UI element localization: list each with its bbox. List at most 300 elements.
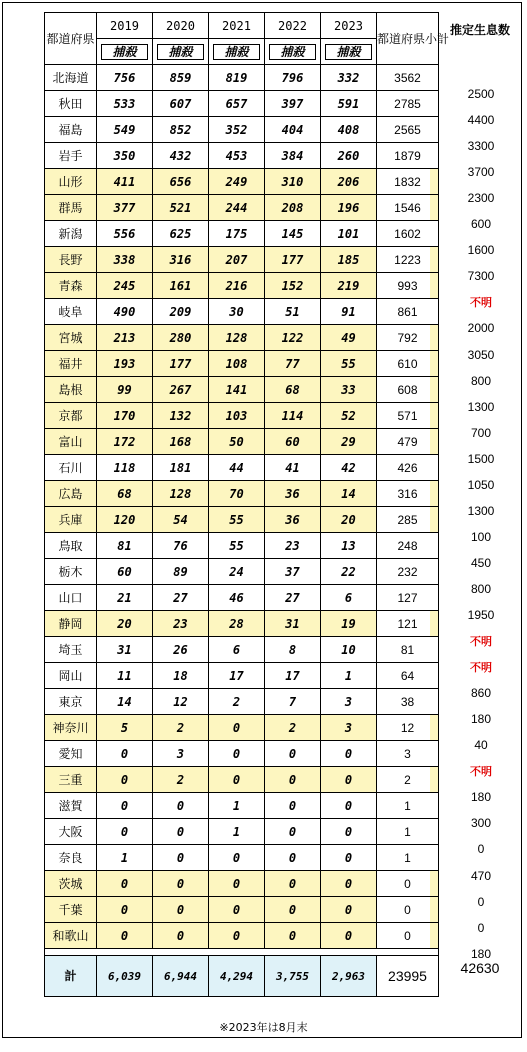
cull-value-cell: 607: [153, 91, 209, 117]
cull-value-cell: 10: [321, 637, 377, 663]
cull-value-cell: 37: [265, 559, 321, 585]
subtotal-cell: 1879: [377, 143, 439, 169]
cull-value-cell: 260: [321, 143, 377, 169]
pref-header: 都道府県: [45, 13, 97, 65]
estimate-cell: 3700: [467, 165, 495, 180]
estimate-cell: 1600: [467, 243, 495, 258]
cull-value-cell: 819: [209, 65, 265, 91]
estimate-cell: 40: [474, 738, 488, 753]
subtotal-cell: 861: [377, 299, 439, 325]
estimate-cell: 不明: [470, 661, 492, 675]
estimate-cell: 800: [470, 373, 492, 388]
cull-value-cell: 0: [97, 767, 153, 793]
table-row: [45, 481, 439, 507]
table-row: [45, 273, 439, 299]
cull-value-cell: 280: [153, 325, 209, 351]
pref-cell: 群馬: [45, 195, 97, 221]
pref-cell: 北海道: [45, 65, 97, 91]
table-row: [45, 247, 439, 273]
cull-subheader: 捕殺: [209, 39, 265, 65]
cull-value-cell: 0: [265, 819, 321, 845]
pref-cell: 岐阜: [45, 299, 97, 325]
pref-cell: 秋田: [45, 91, 97, 117]
subtotal-cell: 479: [377, 429, 439, 455]
table-row: [45, 429, 439, 455]
cull-value-cell: 0: [209, 845, 265, 871]
cull-value-cell: 1: [321, 663, 377, 689]
estimate-cell: 1050: [467, 477, 495, 492]
cull-subheader: 捕殺: [97, 39, 153, 65]
cull-value-cell: 152: [265, 273, 321, 299]
cull-value-cell: 36: [265, 481, 321, 507]
cull-value-cell: 14: [97, 689, 153, 715]
cull-value-cell: 36: [265, 507, 321, 533]
subtotal-cell: 248: [377, 533, 439, 559]
cull-value-cell: 54: [153, 507, 209, 533]
estimate-cell: 3300: [467, 139, 495, 154]
cull-value-cell: 27: [265, 585, 321, 611]
subtotal-cell: 571: [377, 403, 439, 429]
subtotal-cell: 127: [377, 585, 439, 611]
cull-value-cell: 0: [321, 819, 377, 845]
table-row: [45, 377, 439, 403]
subtotal-header: 都道府県小計: [377, 13, 439, 65]
cull-value-cell: 0: [321, 793, 377, 819]
cull-value-cell: 0: [153, 871, 209, 897]
cull-value-cell: 0: [209, 897, 265, 923]
cull-value-cell: 44: [209, 455, 265, 481]
estimate-cell: 0: [477, 920, 485, 935]
cull-value-cell: 29: [321, 429, 377, 455]
pref-cell: 愛知: [45, 741, 97, 767]
cull-value-cell: 19: [321, 611, 377, 637]
cull-value-cell: 3: [321, 689, 377, 715]
cull-value-cell: 120: [97, 507, 153, 533]
cull-value-cell: 432: [153, 143, 209, 169]
cull-value-cell: 17: [209, 663, 265, 689]
cull-value-cell: 490: [97, 299, 153, 325]
cull-value-cell: 0: [97, 897, 153, 923]
pref-cell: 和歌山: [45, 923, 97, 949]
pref-cell: 広島: [45, 481, 97, 507]
cull-value-cell: 267: [153, 377, 209, 403]
subtotal-cell: 12: [377, 715, 439, 741]
year-header: 2019: [97, 13, 153, 39]
cull-value-cell: 55: [321, 351, 377, 377]
pref-cell: 東京: [45, 689, 97, 715]
estimate-cell: 180: [470, 790, 492, 805]
estimate-cell: 450: [470, 555, 492, 570]
cull-value-cell: 352: [209, 117, 265, 143]
pref-cell: 茨城: [45, 871, 97, 897]
cull-value-cell: 2: [209, 689, 265, 715]
cull-value-cell: 185: [321, 247, 377, 273]
estimate-cell: 180: [470, 712, 492, 727]
cull-value-cell: 22: [321, 559, 377, 585]
cull-value-cell: 756: [97, 65, 153, 91]
cull-value-cell: 310: [265, 169, 321, 195]
pref-cell: 福井: [45, 351, 97, 377]
table-row: [45, 611, 439, 637]
year-header: 2021: [209, 13, 265, 39]
pref-cell: 埼玉: [45, 637, 97, 663]
cull-value-cell: 338: [97, 247, 153, 273]
estimate-cell: 2500: [467, 87, 495, 101]
cull-subheader: 捕殺: [153, 39, 209, 65]
cull-value-cell: 657: [209, 91, 265, 117]
cull-value-cell: 141: [209, 377, 265, 403]
footnote: ※2023年は8月末: [219, 1021, 308, 1034]
table-row: [45, 507, 439, 533]
pref-cell: 静岡: [45, 611, 97, 637]
estimate-cell: 0: [477, 894, 485, 909]
table-row: [45, 897, 439, 923]
cull-value-cell: 397: [265, 91, 321, 117]
estimate-cell: 不明: [470, 765, 492, 779]
subtotal-cell: 81: [377, 637, 439, 663]
pref-cell: 富山: [45, 429, 97, 455]
subtotal-cell: 64: [377, 663, 439, 689]
cull-value-cell: 6: [321, 585, 377, 611]
cull-value-cell: 122: [265, 325, 321, 351]
subtotal-cell: 0: [377, 897, 439, 923]
cull-value-cell: 99: [97, 377, 153, 403]
cull-value-cell: 52: [321, 403, 377, 429]
table-row: [45, 455, 439, 481]
cull-value-cell: 55: [209, 507, 265, 533]
subtotal-cell: 610: [377, 351, 439, 377]
cull-value-cell: 49: [321, 325, 377, 351]
cull-value-cell: 1: [209, 793, 265, 819]
estimate-cell: 不明: [470, 635, 492, 649]
estimate-cell: 800: [470, 581, 492, 596]
cull-value-cell: 316: [153, 247, 209, 273]
pref-cell: 青森: [45, 273, 97, 299]
cull-value-cell: 1: [209, 819, 265, 845]
cull-value-cell: 0: [97, 793, 153, 819]
cull-value-cell: 26: [153, 637, 209, 663]
cull-value-cell: 1: [97, 845, 153, 871]
cull-value-cell: 859: [153, 65, 209, 91]
cull-value-cell: 14: [321, 481, 377, 507]
subtotal-cell: 993: [377, 273, 439, 299]
pref-cell: 山口: [45, 585, 97, 611]
cull-value-cell: 91: [321, 299, 377, 325]
cull-value-cell: 6: [209, 637, 265, 663]
cull-value-cell: 177: [153, 351, 209, 377]
cull-value-cell: 0: [265, 897, 321, 923]
cull-value-cell: 76: [153, 533, 209, 559]
cull-value-cell: 521: [153, 195, 209, 221]
cull-value-cell: 332: [321, 65, 377, 91]
subtotal-cell: 0: [377, 871, 439, 897]
cull-value-cell: 0: [265, 793, 321, 819]
estimate-cell: 700: [470, 425, 492, 440]
cull-value-cell: 209: [153, 299, 209, 325]
cull-value-cell: 17: [265, 663, 321, 689]
table-row: [45, 767, 439, 793]
subtotal-cell: 1: [377, 793, 439, 819]
table-row: [45, 325, 439, 351]
cull-value-cell: 377: [97, 195, 153, 221]
cull-value-cell: 852: [153, 117, 209, 143]
estimate-header: 推定生息数: [449, 23, 510, 37]
subtotal-cell: 121: [377, 611, 439, 637]
year-header: 2022: [265, 13, 321, 39]
estimate-cell: 0: [477, 842, 485, 857]
cull-value-cell: 0: [321, 767, 377, 793]
cull-value-cell: 21: [97, 585, 153, 611]
cull-value-cell: 81: [97, 533, 153, 559]
cull-value-cell: 170: [97, 403, 153, 429]
cull-value-cell: 114: [265, 403, 321, 429]
grand-subtotal-cell: 23995: [377, 956, 439, 997]
cull-value-cell: 50: [209, 429, 265, 455]
cull-value-cell: 108: [209, 351, 265, 377]
pref-cell: 長野: [45, 247, 97, 273]
pref-cell: 岡山: [45, 663, 97, 689]
cull-value-cell: 206: [321, 169, 377, 195]
cull-value-cell: 42: [321, 455, 377, 481]
total-value-cell: 6,944: [153, 956, 209, 997]
table-row: [45, 637, 439, 663]
total-value-cell: 3,755: [265, 956, 321, 997]
cull-value-cell: 118: [97, 455, 153, 481]
table-row: [45, 143, 439, 169]
cull-value-cell: 20: [97, 611, 153, 637]
estimate-cell: 1500: [467, 451, 495, 466]
cull-value-cell: 175: [209, 221, 265, 247]
cull-value-cell: 33: [321, 377, 377, 403]
table-row: [45, 923, 439, 949]
subtotal-cell: 1602: [377, 221, 439, 247]
cull-value-cell: 20: [321, 507, 377, 533]
cull-value-cell: 0: [321, 871, 377, 897]
cull-value-cell: 0: [97, 871, 153, 897]
pref-cell: 石川: [45, 455, 97, 481]
pref-cell: 新潟: [45, 221, 97, 247]
cull-value-cell: 350: [97, 143, 153, 169]
cull-value-cell: 51: [265, 299, 321, 325]
cull-value-cell: 0: [209, 767, 265, 793]
subtotal-cell: 316: [377, 481, 439, 507]
pref-cell: 岩手: [45, 143, 97, 169]
estimate-cell: 1300: [467, 399, 495, 414]
estimate-cell: 100: [470, 529, 492, 544]
cull-value-cell: 55: [209, 533, 265, 559]
cull-value-cell: 3: [153, 741, 209, 767]
cull-value-cell: 68: [97, 481, 153, 507]
table-row: [45, 559, 439, 585]
estimate-cell: 1950: [467, 608, 495, 622]
subtotal-cell: 1832: [377, 169, 439, 195]
estimate-cell: 不明: [470, 296, 492, 310]
subtotal-cell: 1546: [377, 195, 439, 221]
year-header: 2020: [153, 13, 209, 39]
cull-value-cell: 404: [265, 117, 321, 143]
estimate-cell: 180: [470, 946, 492, 961]
spacer-cell: [45, 949, 439, 956]
cull-value-cell: 0: [321, 923, 377, 949]
subtotal-cell: 38: [377, 689, 439, 715]
cull-value-cell: 0: [321, 897, 377, 923]
subtotal-cell: 1223: [377, 247, 439, 273]
cull-value-cell: 196: [321, 195, 377, 221]
pref-cell: 千葉: [45, 897, 97, 923]
table-row: [45, 741, 439, 767]
cull-value-cell: 244: [209, 195, 265, 221]
subtotal-cell: 3562: [377, 65, 439, 91]
cull-value-cell: 0: [265, 871, 321, 897]
cull-value-cell: 0: [265, 767, 321, 793]
pref-cell: 栃木: [45, 559, 97, 585]
cull-value-cell: 30: [209, 299, 265, 325]
pref-cell: 大阪: [45, 819, 97, 845]
subtotal-cell: 3: [377, 741, 439, 767]
cull-value-cell: 23: [265, 533, 321, 559]
cull-subheader: 捕殺: [265, 39, 321, 65]
pref-cell: 京都: [45, 403, 97, 429]
cull-value-cell: 7: [265, 689, 321, 715]
table-row: [45, 715, 439, 741]
cull-value-cell: 13: [321, 533, 377, 559]
cull-value-cell: 101: [321, 221, 377, 247]
cull-value-cell: 0: [209, 715, 265, 741]
cull-value-cell: 0: [265, 923, 321, 949]
cull-value-cell: 168: [153, 429, 209, 455]
cull-value-cell: 27: [153, 585, 209, 611]
pref-cell: 山形: [45, 169, 97, 195]
table-row: [45, 91, 439, 117]
cull-value-cell: 549: [97, 117, 153, 143]
cull-value-cell: 12: [153, 689, 209, 715]
cull-value-cell: 216: [209, 273, 265, 299]
table-row: [45, 403, 439, 429]
cull-value-cell: 533: [97, 91, 153, 117]
cull-value-cell: 0: [97, 923, 153, 949]
cull-value-cell: 0: [97, 741, 153, 767]
table-row: [45, 819, 439, 845]
table-row: [45, 663, 439, 689]
cull-value-cell: 60: [265, 429, 321, 455]
cull-value-cell: 77: [265, 351, 321, 377]
pref-cell: 神奈川: [45, 715, 97, 741]
cull-value-cell: 408: [321, 117, 377, 143]
table-row: [45, 221, 439, 247]
cull-value-cell: 24: [209, 559, 265, 585]
cull-value-cell: 0: [153, 819, 209, 845]
cull-value-cell: 208: [265, 195, 321, 221]
bear-cull-table: [44, 12, 450, 997]
cull-value-cell: 8: [265, 637, 321, 663]
cull-value-cell: 5: [97, 715, 153, 741]
subtotal-cell: 792: [377, 325, 439, 351]
cull-value-cell: 219: [321, 273, 377, 299]
pref-cell: 奈良: [45, 845, 97, 871]
cull-value-cell: 31: [265, 611, 321, 637]
estimate-cell: 860: [470, 686, 492, 701]
pref-cell: 福島: [45, 117, 97, 143]
total-value-cell: 4,294: [209, 956, 265, 997]
cull-value-cell: 556: [97, 221, 153, 247]
table-row: [45, 871, 439, 897]
cull-value-cell: 177: [265, 247, 321, 273]
estimate-cell: 300: [470, 816, 492, 831]
cull-value-cell: 2: [153, 715, 209, 741]
cull-value-cell: 625: [153, 221, 209, 247]
cull-value-cell: 145: [265, 221, 321, 247]
cull-value-cell: 172: [97, 429, 153, 455]
cull-value-cell: 207: [209, 247, 265, 273]
cull-subheader: 捕殺: [321, 39, 377, 65]
estimate-cell: 470: [470, 868, 492, 883]
cull-value-cell: 3: [321, 715, 377, 741]
cull-value-cell: 656: [153, 169, 209, 195]
table-row: [45, 117, 439, 143]
cull-value-cell: 60: [97, 559, 153, 585]
total-label: 計: [45, 956, 97, 997]
cull-value-cell: 0: [153, 923, 209, 949]
subtotal-cell: 2785: [377, 91, 439, 117]
estimate-cell: 600: [470, 217, 492, 232]
cull-value-cell: 0: [265, 845, 321, 871]
pref-cell: 島根: [45, 377, 97, 403]
cull-value-cell: 23: [153, 611, 209, 637]
estimate-cell: 7300: [467, 269, 495, 284]
cull-value-cell: 132: [153, 403, 209, 429]
pref-cell: 宮城: [45, 325, 97, 351]
subtotal-cell: 0: [377, 923, 439, 949]
cull-value-cell: 0: [209, 741, 265, 767]
cull-value-cell: 453: [209, 143, 265, 169]
cull-value-cell: 31: [97, 637, 153, 663]
pref-cell: 三重: [45, 767, 97, 793]
cull-value-cell: 161: [153, 273, 209, 299]
estimate-cell: 2000: [467, 321, 495, 336]
estimate-cell: 2300: [467, 191, 495, 206]
cull-value-cell: 0: [153, 897, 209, 923]
table-row: [45, 585, 439, 611]
cull-value-cell: 213: [97, 325, 153, 351]
cull-value-cell: 70: [209, 481, 265, 507]
total-value-cell: 6,039: [97, 956, 153, 997]
cull-value-cell: 181: [153, 455, 209, 481]
cull-value-cell: 46: [209, 585, 265, 611]
cull-value-cell: 0: [209, 923, 265, 949]
cull-value-cell: 128: [153, 481, 209, 507]
subtotal-cell: 1: [377, 819, 439, 845]
cull-value-cell: 68: [265, 377, 321, 403]
table-row: [45, 845, 439, 871]
table-row: [45, 351, 439, 377]
subtotal-cell: 2: [377, 767, 439, 793]
total-row: [45, 956, 439, 997]
cull-value-cell: 249: [209, 169, 265, 195]
total-value-cell: 2,963: [321, 956, 377, 997]
cull-value-cell: 411: [97, 169, 153, 195]
cull-value-cell: 0: [321, 741, 377, 767]
table-row: [45, 793, 439, 819]
table-row: [45, 65, 439, 91]
table-row: [45, 195, 439, 221]
spacer-row: [45, 949, 439, 956]
pref-cell: 兵庫: [45, 507, 97, 533]
table-row: [45, 299, 439, 325]
cull-value-cell: 0: [209, 871, 265, 897]
table-row: [45, 169, 439, 195]
cull-value-cell: 28: [209, 611, 265, 637]
cull-value-cell: 796: [265, 65, 321, 91]
